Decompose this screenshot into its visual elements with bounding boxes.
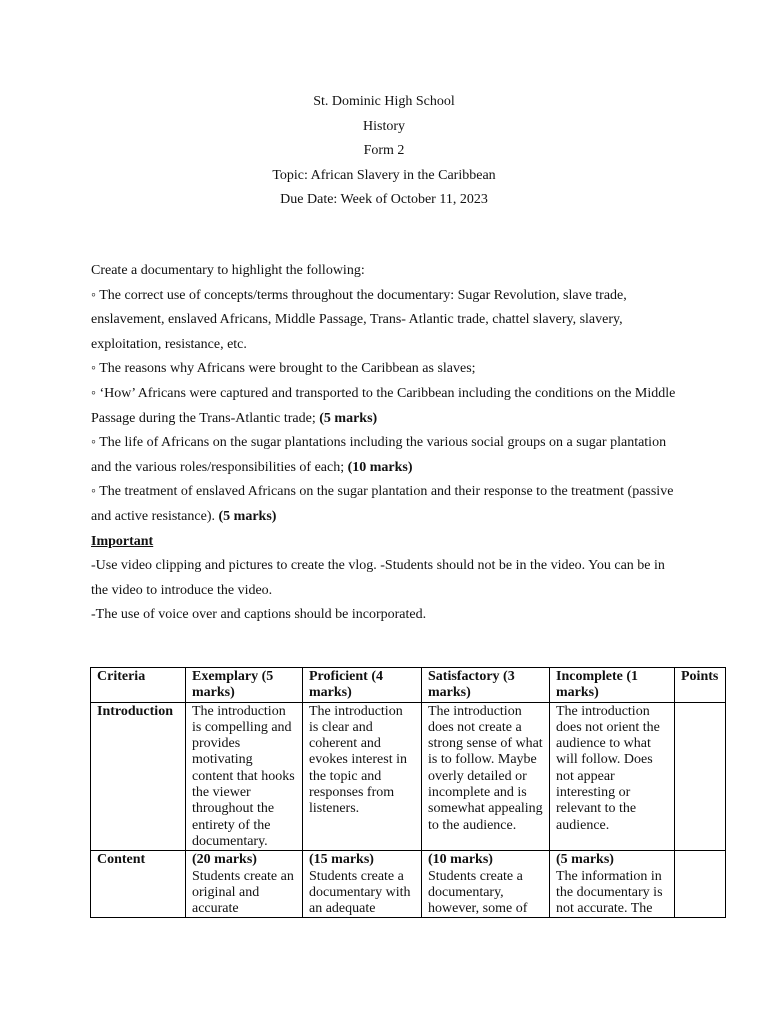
rubric-header-row bbox=[91, 668, 726, 703]
intro-satisfactory-cell: The introduction does not create a strong sense of what is to follow. Maybe overly detailed or incomplete and is somewhat appealing to the audience. bbox=[422, 702, 550, 851]
content-incomplete-marks: (5 marks) bbox=[556, 852, 614, 868]
important-line-1: -Use video clipping and pictures to create the vlog. -Students should not be in the video. You can be in bbox=[91, 558, 665, 574]
content-exemplary-marks: (20 marks) bbox=[192, 852, 257, 868]
content-exemplary-text: Students create an original and accurate bbox=[192, 868, 294, 917]
intro-proficient-cell: The introduction is clear and coherent and evokes interest in the topic and responses from listeners. bbox=[303, 702, 422, 851]
content-incomplete-cell bbox=[550, 851, 675, 918]
instructions-section bbox=[91, 259, 691, 628]
content-proficient-text: Students create a documentary with an adequate bbox=[309, 868, 411, 917]
document-header bbox=[0, 90, 768, 213]
bullet-treatment-text: and active resistance). bbox=[91, 508, 219, 524]
content-incomplete-text: The information in the documentary is not accurate. The bbox=[556, 868, 663, 917]
criteria-content: Content bbox=[91, 851, 186, 918]
important-line-2: the video to introduce the video. bbox=[91, 582, 273, 598]
header-satisfactory: Satisfactory (3 marks) bbox=[422, 668, 550, 703]
bullet-capture-text: Passage during the Trans-Atlantic trade; bbox=[91, 410, 320, 426]
rubric-table bbox=[90, 667, 726, 918]
content-exemplary-cell bbox=[186, 851, 303, 918]
header-criteria: Criteria bbox=[91, 668, 186, 703]
bullet-terms-line-1: ◦ The correct use of concepts/terms throughout the documentary: Sugar Revolution, slave trade, bbox=[91, 287, 627, 303]
content-satisfactory-marks: (10 marks) bbox=[428, 852, 493, 868]
school-name: St. Dominic High School bbox=[313, 94, 455, 109]
bullet-treatment-line-2 bbox=[91, 505, 691, 530]
bullet-life-line-2 bbox=[91, 456, 691, 481]
form-level: Form 2 bbox=[363, 143, 405, 158]
bullet-terms-line-2: enslavement, enslaved Africans, Middle Passage, Trans- Atlantic trade, chattel slavery, slavery, bbox=[91, 312, 623, 328]
bullet-capture-marks: (5 marks) bbox=[319, 410, 378, 426]
intro-points-cell bbox=[675, 702, 726, 851]
important-line-3: -The use of voice over and captions should be incorporated. bbox=[91, 607, 427, 623]
content-satisfactory-text: Students create a documentary, however, some of bbox=[428, 868, 528, 917]
bullet-life-text: and the various roles/responsibilities of each; bbox=[91, 459, 348, 475]
bullet-terms-line-3: exploitation, resistance, etc. bbox=[91, 336, 247, 352]
instructions-intro: Create a documentary to highlight the following: bbox=[91, 263, 365, 278]
bullet-life-line-1: ◦ The life of Africans on the sugar plantations including the various social groups on a sugar plantation bbox=[91, 435, 667, 451]
content-proficient-marks: (15 marks) bbox=[309, 852, 374, 868]
header-incomplete: Incomplete (1 marks) bbox=[550, 668, 675, 703]
content-points-cell bbox=[675, 851, 726, 918]
bullet-treatment-line-1: ◦ The treatment of enslaved Africans on the sugar plantation and their response to the treatment (passive bbox=[91, 484, 674, 500]
important-heading: Important bbox=[91, 533, 154, 549]
rubric-row-content bbox=[91, 851, 726, 918]
bullet-treatment-marks: (5 marks) bbox=[218, 508, 277, 524]
header-proficient: Proficient (4 marks) bbox=[303, 668, 422, 703]
content-proficient-cell bbox=[303, 851, 422, 918]
bullet-life-marks: (10 marks) bbox=[347, 459, 413, 475]
bullet-reasons: ◦ The reasons why Africans were brought to the Caribbean as slaves; bbox=[91, 361, 476, 377]
header-points: Points bbox=[675, 668, 726, 703]
subject-name: History bbox=[363, 118, 405, 134]
bullet-capture-line-1: ◦ ‘How’ Africans were captured and transported to the Caribbean including the conditions on the Middle bbox=[91, 385, 676, 401]
intro-exemplary-cell: The introduction is compelling and provides motivating content that hooks the viewer throughout the entirety of the documentary. bbox=[186, 702, 303, 851]
header-exemplary: Exemplary (5 marks) bbox=[186, 668, 303, 703]
content-satisfactory-cell bbox=[422, 851, 550, 918]
intro-incomplete-cell: The introduction does not orient the audience to what will follow. Does not appear interesting or relevant to the audience. bbox=[550, 702, 675, 851]
rubric-row-introduction bbox=[91, 702, 726, 851]
due-date-line: Due Date: Week of October 11, 2023 bbox=[280, 192, 488, 207]
bullet-capture-line-2 bbox=[91, 407, 691, 432]
criteria-introduction: Introduction bbox=[91, 702, 186, 851]
topic-line: Topic: African Slavery in the Caribbean bbox=[272, 167, 496, 183]
